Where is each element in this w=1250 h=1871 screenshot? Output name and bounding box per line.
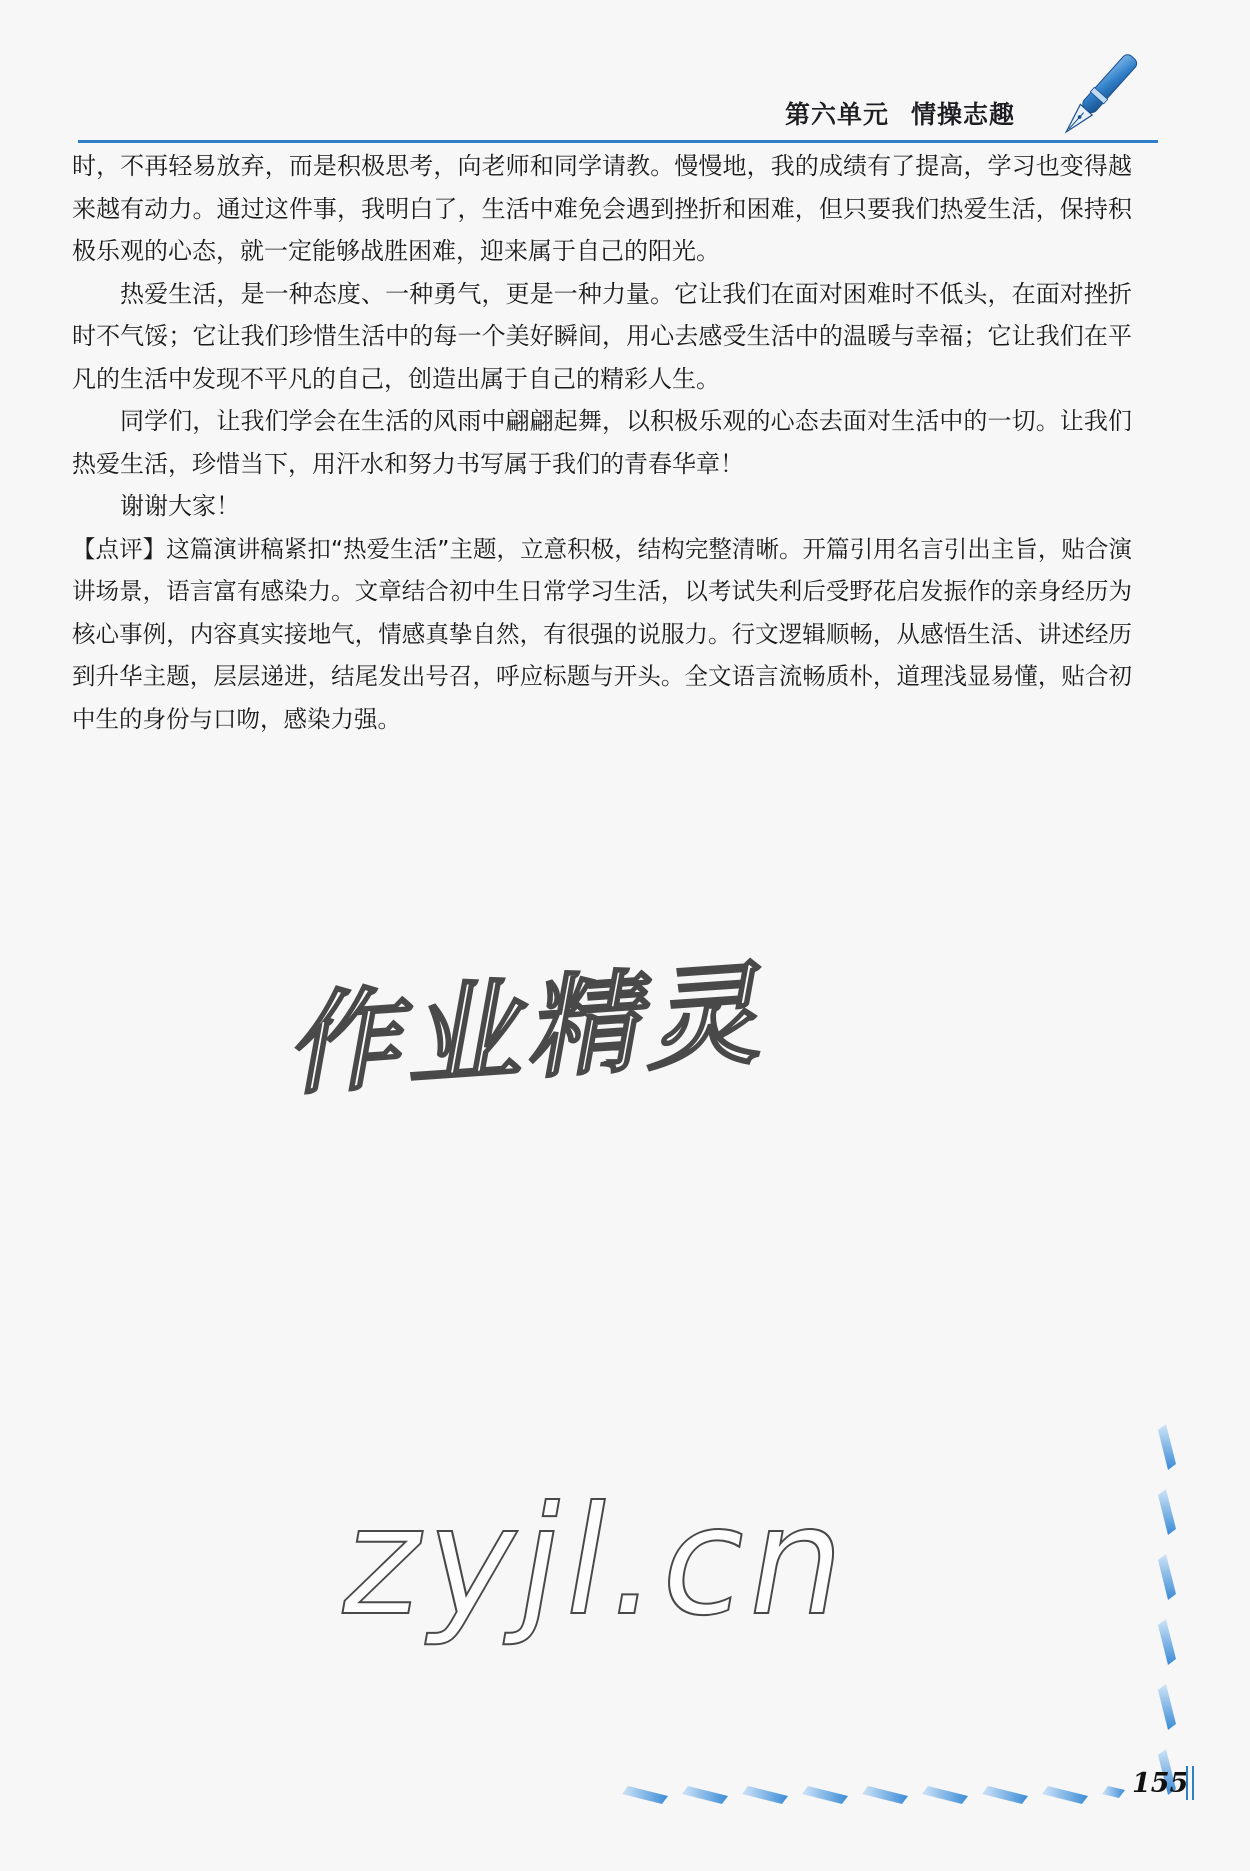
paragraph-continuation: 时，不再轻易放弃，而是积极思考，向老师和同学请教。慢慢地，我的成绩有了提高，学习也变得越来越有动力。通过这件事，我明白了，生活中难免会遇到挫折和困难，但只要我们热爱生活，保持积极乐观的心态，就一定能够战胜困难，迎来属于自己的阳光。 (72, 152, 1132, 265)
commentary-text: 这篇演讲稿紧扣“热爱生活”主题，立意积极，结构完整清晰。开篇引用名言引出主旨，贴合演讲场景，语言富有感染力。文章结合初中生日常学习生活，以考试失利后受野花启发振作的亲身经历为核心事例，内容真实接地气，情感真挚自然，有很强的说服力。行文逻辑顺畅，从感悟生活、讲述经历到升华主题，层层递进，结尾发出号召，呼应标题与开头。全文语言流畅质朴，道理浅显易懂，贴合初中生的身份与口吻，感染力强。 (72, 534, 1132, 733)
decorative-border-right (1150, 1420, 1190, 1820)
commentary-label: 【点评】 (72, 534, 167, 563)
page-number: 155 (1132, 1768, 1189, 1799)
article-body (72, 145, 1132, 740)
header-rule (78, 140, 1158, 143)
page-number-bar (1186, 1766, 1194, 1800)
paragraph-thanks: 谢谢大家！ (120, 492, 240, 520)
decorative-border-bottom (620, 1770, 1160, 1810)
unit-topic: 情操志趣 (911, 100, 1016, 129)
watermark-url: zyjl.cn (329, 1475, 865, 1649)
unit-title (785, 95, 1015, 131)
watermark-logo: 作业精灵 (283, 948, 786, 1112)
page-header (0, 85, 1250, 145)
unit-label: 第六单元 (785, 100, 890, 129)
paragraph-call-to-action: 同学们，让我们学会在生活的风雨中翩翩起舞，以积极乐观的心态去面对生活中的一切。让我们热爱生活，珍惜当下，用汗水和努力书写属于我们的青春华章！ (72, 407, 1132, 478)
fountain-pen-icon (1040, 45, 1150, 155)
paragraph-love-life: 热爱生活，是一种态度、一种勇气，更是一种力量。它让我们在面对困难时不低头，在面对挫折时不气馁；它让我们珍惜生活中的每一个美好瞬间，用心去感受生活中的温暖与幸福；它让我们在平凡的生活中发现不平凡的自己，创造出属于自己的精彩人生。 (72, 279, 1132, 393)
commentary-paragraph (72, 528, 1132, 741)
